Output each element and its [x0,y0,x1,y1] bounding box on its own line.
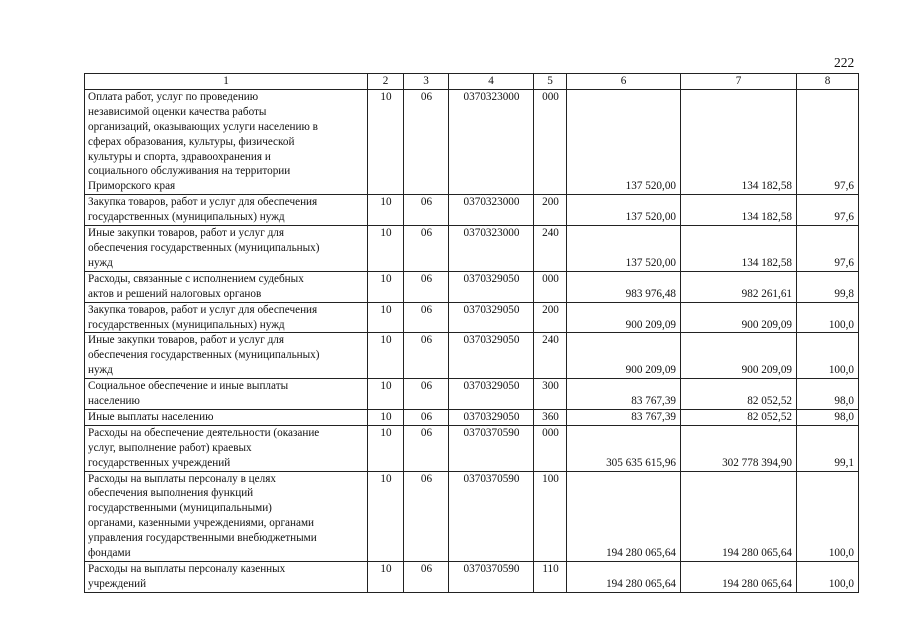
planned-amount: 194 280 065,64 [567,471,681,561]
header-cell: 7 [681,74,797,90]
header-cell: 3 [404,74,449,90]
row-name-line: культуры и спорта, здравоохранения и [88,150,271,163]
table-row [85,89,859,194]
row-name-line: сферах образования, культуры, физической [88,135,295,148]
subsection-code: 06 [404,409,449,425]
expense-type-code: 110 [534,562,567,593]
row-name-line: управления государственными внебюджетными [88,532,317,545]
table-row [85,333,859,379]
header-cell: 1 [85,74,368,90]
row-name [85,471,368,561]
header-cell: 5 [534,74,567,90]
row-name-line: Расходы на выплаты персоналу казенных [88,563,286,575]
row-name-line: населению [88,395,140,408]
executed-amount: 82 052,52 [681,409,797,425]
execution-percent: 97,6 [797,226,859,272]
expense-type-code: 000 [534,89,567,194]
target-article-code: 0370323000 [449,89,534,194]
planned-amount: 983 976,48 [567,271,681,302]
expense-type-code: 240 [534,333,567,379]
header-cell: 6 [567,74,681,90]
table-row [85,471,859,561]
table-row [85,425,859,471]
row-name-line: обеспечения выполнения функций [88,487,254,500]
target-article-code: 0370329050 [449,379,534,410]
expense-type-code: 200 [534,195,567,226]
subsection-code: 06 [404,89,449,194]
subsection-code: 06 [404,226,449,272]
target-article-code: 0370323000 [449,195,534,226]
row-name-line: услуг, выполнение работ) краевых [88,441,252,454]
row-name-line: Приморского края [88,180,176,193]
executed-amount: 982 261,61 [681,271,797,302]
section-code: 10 [368,226,404,272]
section-code: 10 [368,562,404,593]
executed-amount: 82 052,52 [681,379,797,410]
row-name-line: Закупка товаров, работ и услуг для обеспечения [88,303,318,316]
row-name [85,379,368,410]
row-name [85,271,368,302]
subsection-code: 06 [404,195,449,226]
subsection-code: 06 [404,379,449,410]
table-row [85,409,859,425]
executed-amount: 302 778 394,90 [681,425,797,471]
section-code: 10 [368,271,404,302]
row-name-line: социального обслуживания на территории [88,165,291,178]
execution-percent: 100,0 [797,333,859,379]
execution-percent: 97,6 [797,89,859,194]
expense-type-code: 100 [534,471,567,561]
execution-percent: 99,1 [797,425,859,471]
table-row [85,271,859,302]
expense-type-code: 200 [534,302,567,333]
section-code: 10 [368,195,404,226]
budget-table [84,73,859,593]
subsection-code: 06 [404,271,449,302]
header-cell: 4 [449,74,534,90]
target-article-code: 0370329050 [449,271,534,302]
row-name-line: Иные закупки товаров, работ и услуг для [88,334,285,347]
execution-percent: 98,0 [797,409,859,425]
section-code: 10 [368,471,404,561]
target-article-code: 0370370590 [449,562,534,593]
executed-amount: 134 182,58 [681,226,797,272]
planned-amount: 83 767,39 [567,379,681,410]
header-cell: 8 [797,74,859,90]
row-name-line: обеспечения государственных (муниципальных) [88,349,320,362]
planned-amount: 137 520,00 [567,89,681,194]
row-name [85,195,368,226]
row-name [85,409,368,425]
row-name [85,226,368,272]
row-name [85,333,368,379]
row-name-line: фондами [88,547,131,560]
planned-amount: 305 635 615,96 [567,425,681,471]
table-row [85,379,859,410]
expense-type-code: 000 [534,425,567,471]
row-name-line: государственными (муниципальными) [88,502,272,515]
section-code: 10 [368,333,404,379]
expense-type-code: 240 [534,226,567,272]
row-name-line: государственных учреждений [88,456,231,469]
planned-amount: 194 280 065,64 [567,562,681,593]
table-row [85,195,859,226]
expense-type-code: 000 [534,271,567,302]
target-article-code: 0370329050 [449,333,534,379]
row-name-line: независимой оценки качества работы [88,105,267,118]
row-name-line: Иные закупки товаров, работ и услуг для [88,227,285,240]
row-name-line: обеспечения государственных (муниципальных) [88,241,320,254]
page-number: 222 [834,55,855,70]
section-code: 10 [368,89,404,194]
row-name-line: учреждений [88,577,147,590]
row-name [85,302,368,333]
executed-amount: 194 280 065,64 [681,471,797,561]
row-name-line: Иные выплаты населению [88,410,214,423]
executed-amount: 134 182,58 [681,195,797,226]
table-row [85,226,859,272]
subsection-code: 06 [404,333,449,379]
subsection-code: 06 [404,562,449,593]
row-name [85,89,368,194]
row-name-line: Социальное обеспечение и иные выплаты [88,380,289,393]
row-name-line: актов и решений налоговых органов [88,287,262,300]
planned-amount: 83 767,39 [567,409,681,425]
target-article-code: 0370370590 [449,471,534,561]
row-name-line: нужд [88,364,113,377]
planned-amount: 900 209,09 [567,333,681,379]
executed-amount: 900 209,09 [681,333,797,379]
row-name [85,562,368,593]
section-code: 10 [368,425,404,471]
execution-percent: 98,0 [797,379,859,410]
execution-percent: 100,0 [797,562,859,593]
row-name-line: Закупка товаров, работ и услуг для обеспечения [88,196,318,209]
header-cell: 2 [368,74,404,90]
row-name-line: нужд [88,256,113,269]
section-code: 10 [368,302,404,333]
target-article-code: 0370329050 [449,302,534,333]
execution-percent: 100,0 [797,302,859,333]
row-name-line: государственных (муниципальных) нужд [88,211,285,224]
subsection-code: 06 [404,425,449,471]
target-article-code: 0370370590 [449,425,534,471]
section-code: 10 [368,379,404,410]
execution-percent: 100,0 [797,471,859,561]
row-name-line: Оплата работ, услуг по проведению [88,90,259,103]
row-name-line: Расходы, связанные с исполнением судебных [88,272,304,285]
row-name [85,425,368,471]
expense-type-code: 300 [534,379,567,410]
row-name-line: органами, казенными учреждениями, органами [88,517,315,530]
table-row [85,562,859,593]
planned-amount: 137 520,00 [567,195,681,226]
row-name-line: Расходы на обеспечение деятельности (оказание [88,426,320,439]
subsection-code: 06 [404,302,449,333]
executed-amount: 194 280 065,64 [681,562,797,593]
subsection-code: 06 [404,471,449,561]
executed-amount: 134 182,58 [681,89,797,194]
executed-amount: 900 209,09 [681,302,797,333]
target-article-code: 0370329050 [449,409,534,425]
row-name-line: Расходы на выплаты персоналу в целях [88,472,276,485]
table-row [85,302,859,333]
execution-percent: 97,6 [797,195,859,226]
header-row [85,74,859,90]
planned-amount: 900 209,09 [567,302,681,333]
row-name-line: организаций, оказывающих услуги населению в [88,120,318,133]
expense-type-code: 360 [534,409,567,425]
section-code: 10 [368,409,404,425]
planned-amount: 137 520,00 [567,226,681,272]
target-article-code: 0370323000 [449,226,534,272]
execution-percent: 99,8 [797,271,859,302]
row-name-line: государственных (муниципальных) нужд [88,318,285,331]
